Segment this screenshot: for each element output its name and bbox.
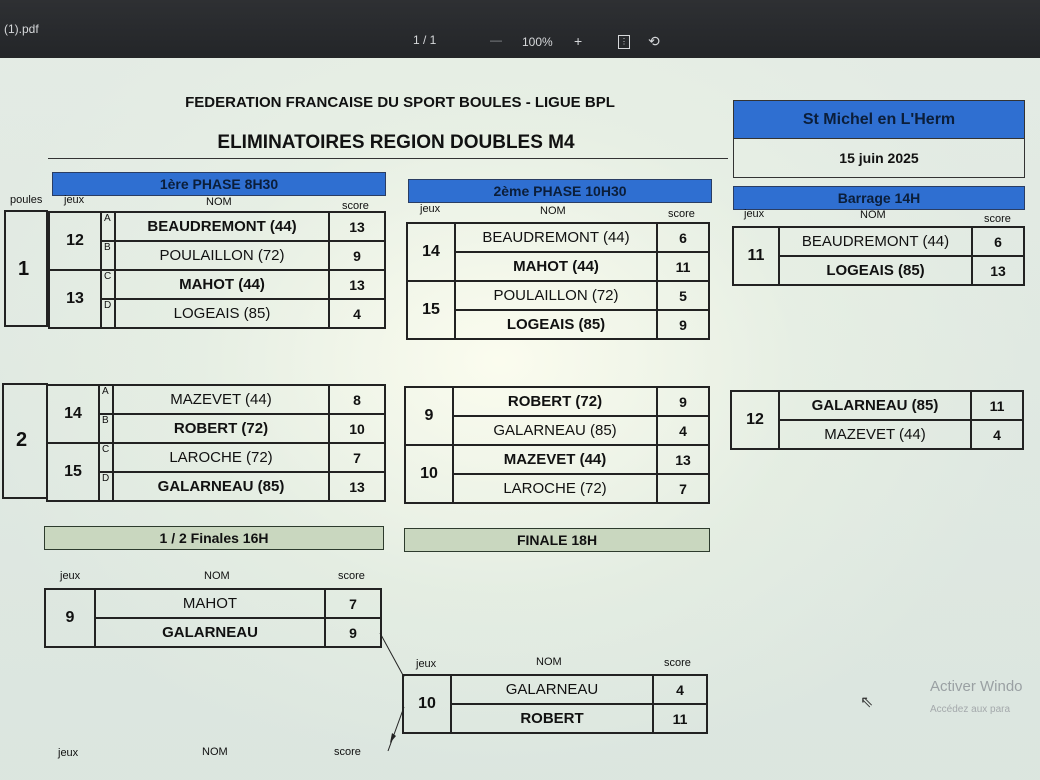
activation-watermark: Activer Windo [930, 678, 1023, 695]
col-score: score [668, 208, 695, 220]
jeux-number: 14 [407, 223, 455, 281]
team-score: 13 [329, 472, 385, 501]
team-name: LAROCHE (72) [113, 443, 329, 472]
team-score: 9 [657, 387, 709, 416]
col-nom: NOM [860, 209, 886, 221]
poule2-phase2-match1 [404, 386, 710, 446]
team-letter: B [101, 241, 115, 270]
col-score: score [664, 657, 691, 669]
team-letter: C [99, 443, 113, 472]
team-name: LAROCHE (72) [453, 474, 657, 503]
fit-page-icon[interactable]: ⋮ [618, 35, 630, 49]
team-name: MAHOT [95, 589, 325, 618]
team-letter: A [99, 385, 113, 414]
col-jeux: jeux [60, 570, 81, 582]
team-letter: D [99, 472, 113, 501]
final-match [402, 674, 708, 734]
mouse-cursor-icon: ⇖ [860, 694, 874, 711]
team-name: POULAILLON (72) [455, 281, 657, 310]
team-name: BEAUDREMONT (44) [115, 212, 329, 241]
col-score: score [342, 200, 369, 212]
col-jeux: jeux [64, 194, 85, 206]
event-title: ELIMINATOIRES REGION DOUBLES M4 [217, 132, 575, 153]
col-jeux: jeux [58, 747, 79, 759]
team-name: MAZEVET (44) [453, 445, 657, 474]
team-score: 4 [657, 416, 709, 445]
activation-watermark-subtext: Accédez aux para [930, 704, 1011, 715]
jeux-number: 15 [407, 281, 455, 339]
team-score: 11 [971, 391, 1023, 420]
team-score: 9 [329, 241, 385, 270]
team-score: 7 [657, 474, 709, 503]
team-name: MAHOT (44) [115, 270, 329, 299]
federation-title: FEDERATION FRANCAISE DU SPORT BOULES - LIGUE BPL [185, 94, 615, 111]
poule1-phase2-match1 [406, 222, 710, 282]
poule-number: 2 [16, 429, 28, 451]
phase1-header: 1ère PHASE 8H30 [52, 172, 386, 196]
team-name: MAZEVET (44) [779, 420, 971, 449]
col-nom: NOM [206, 196, 232, 208]
poule2-barrage [730, 390, 1024, 450]
jeux-number: 11 [733, 227, 779, 285]
jeux-number: 9 [45, 589, 95, 647]
team-name: GALARNEAU (85) [453, 416, 657, 445]
team-letter: D [101, 299, 115, 328]
team-name: ROBERT [451, 704, 653, 733]
team-score: 4 [971, 420, 1023, 449]
team-name: POULAILLON (72) [115, 241, 329, 270]
poule2-phase2-match2 [404, 444, 710, 504]
venue-box [733, 100, 1025, 178]
team-name: LOGEAIS (85) [115, 299, 329, 328]
pdf-viewer-toolbar [0, 0, 1040, 60]
team-score: 9 [325, 618, 381, 647]
team-name: ROBERT (72) [113, 414, 329, 443]
team-name: GALARNEAU (85) [779, 391, 971, 420]
col-nom: NOM [204, 570, 230, 582]
team-score: 4 [329, 299, 385, 328]
col-score: score [984, 213, 1011, 225]
team-score: 4 [653, 675, 707, 704]
final-header: FINALE 18H [404, 528, 710, 552]
team-letter: A [101, 212, 115, 241]
team-score: 6 [972, 227, 1024, 256]
jeux-number: 10 [405, 445, 453, 503]
team-name: LOGEAIS (85) [455, 310, 657, 339]
jeux-number: 10 [403, 675, 451, 733]
team-name: MAHOT (44) [455, 252, 657, 281]
jeux-number: 13 [49, 270, 101, 328]
team-name: BEAUDREMONT (44) [779, 227, 972, 256]
team-score: 11 [657, 252, 709, 281]
col-score: score [338, 570, 365, 582]
poule2-phase1-match1 [46, 384, 386, 444]
team-letter: C [101, 270, 115, 299]
zoom-in-button[interactable]: + [574, 33, 583, 49]
team-name: LOGEAIS (85) [779, 256, 972, 285]
phase2-header: 2ème PHASE 10H30 [408, 179, 712, 203]
semifinals-header: 1 / 2 Finales 16H [44, 526, 384, 550]
page-indicator[interactable]: 1 / 1 [413, 33, 437, 47]
team-name: GALARNEAU [95, 618, 325, 647]
team-letter: B [99, 414, 113, 443]
team-name: GALARNEAU (85) [113, 472, 329, 501]
col-jeux: jeux [420, 203, 441, 215]
title-divider [48, 158, 728, 159]
jeux-number: 12 [49, 212, 101, 270]
team-score: 7 [325, 589, 381, 618]
jeux-number: 12 [731, 391, 779, 449]
poule1-barrage [732, 226, 1025, 286]
poule1-phase1-match2 [48, 269, 386, 329]
col-nom: NOM [540, 205, 566, 217]
poule-number: 1 [18, 258, 30, 280]
team-name: ROBERT (72) [453, 387, 657, 416]
team-name: BEAUDREMONT (44) [455, 223, 657, 252]
team-score: 13 [972, 256, 1024, 285]
team-score: 9 [657, 310, 709, 339]
col-nom: NOM [536, 656, 562, 668]
col-jeux: jeux [416, 658, 437, 670]
col-jeux: jeux [744, 208, 765, 220]
jeux-number: 9 [405, 387, 453, 445]
team-score: 7 [329, 443, 385, 472]
venue-name: St Michel en L'Herm [734, 101, 1024, 139]
col-nom: NOM [202, 746, 228, 758]
team-score: 6 [657, 223, 709, 252]
team-score: 13 [329, 212, 385, 241]
poule1-phase1-match1 [48, 211, 386, 271]
team-score: 13 [657, 445, 709, 474]
barrage-header: Barrage 14H [733, 186, 1025, 210]
zoom-level[interactable]: 100% [522, 35, 553, 49]
rotate-icon[interactable]: ⟲ [648, 33, 660, 49]
team-score: 8 [329, 385, 385, 414]
team-name: MAZEVET (44) [113, 385, 329, 414]
semifinal-1 [44, 588, 382, 648]
poule1-phase2-match2 [406, 280, 710, 340]
col-score: score [334, 746, 361, 758]
document-page [0, 58, 1040, 780]
team-score: 13 [329, 270, 385, 299]
zoom-out-button[interactable]: — [490, 33, 502, 47]
team-score: 5 [657, 281, 709, 310]
team-name: GALARNEAU [451, 675, 653, 704]
file-name: (1).pdf [4, 22, 39, 36]
jeux-number: 15 [47, 443, 99, 501]
team-score: 11 [653, 704, 707, 733]
poule2-phase1-match2 [46, 442, 386, 502]
col-poules: poules [10, 194, 43, 206]
jeux-number: 14 [47, 385, 99, 443]
event-date: 15 juin 2025 [839, 150, 919, 166]
team-score: 10 [329, 414, 385, 443]
